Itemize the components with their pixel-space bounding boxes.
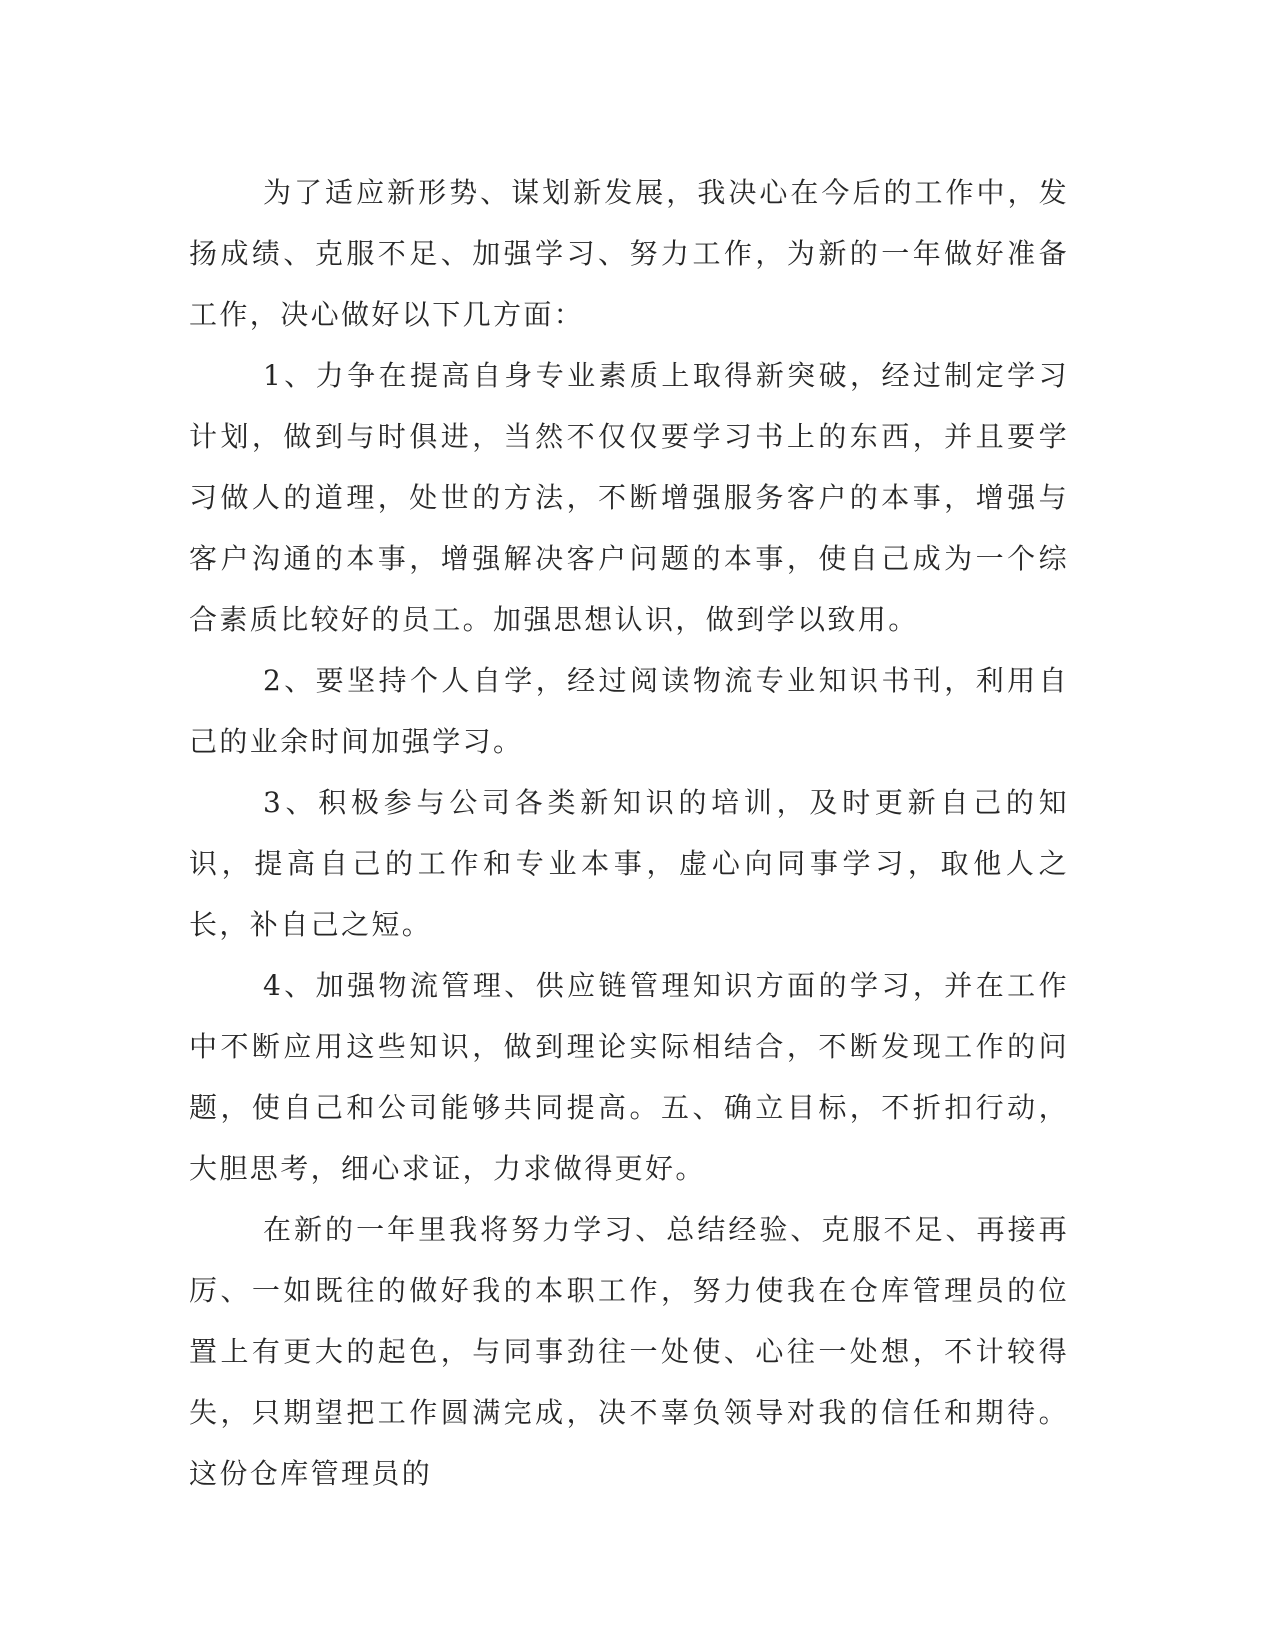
paragraph-item-1: 1、力争在提高自身专业素质上取得新突破，经过制定学习计划，做到与时俱进，当然不仅仅要学习书上的东西，并且要学习做人的道理，处世的方法，不断增强服务客户的本事，增强与客户沟通的本事，增强解决客户问题的本事，使自己成为一个综合素质比较好的员工。加强思想认识，做到学以致用。 xyxy=(189,359,1069,636)
paragraph-item-4: 4、加强物流管理、供应链管理知识方面的学习，并在工作中不断应用这些知识，做到理论实际相结合，不断发现工作的问题，使自己和公司能够共同提高。五、确立目标，不折扣行动，大胆思考，细心求证，力求做得更好。 xyxy=(189,969,1069,1185)
document-body xyxy=(189,162,1069,1504)
paragraph-intro: 为了适应新形势、谋划新发展，我决心在今后的工作中，发扬成绩、克服不足、加强学习、努力工作，为新的一年做好准备工作，决心做好以下几方面： xyxy=(189,176,1069,331)
paragraph-conclusion: 在新的一年里我将努力学习、总结经验、克服不足、再接再厉、一如既往的做好我的本职工作，努力使我在仓库管理员的位置上有更大的起色，与同事劲往一处使、心往一处想，不计较得失，只期望把工作圆满完成，决不辜负领导对我的信任和期待。这份仓库管理员的 xyxy=(189,1213,1069,1490)
paragraph-item-3: 3、积极参与公司各类新知识的培训，及时更新自己的知识，提高自己的工作和专业本事，虚心向同事学习，取他人之长，补自己之短。 xyxy=(189,786,1069,941)
paragraph-item-2: 2、要坚持个人自学，经过阅读物流专业知识书刊，利用自己的业余时间加强学习。 xyxy=(189,664,1069,758)
